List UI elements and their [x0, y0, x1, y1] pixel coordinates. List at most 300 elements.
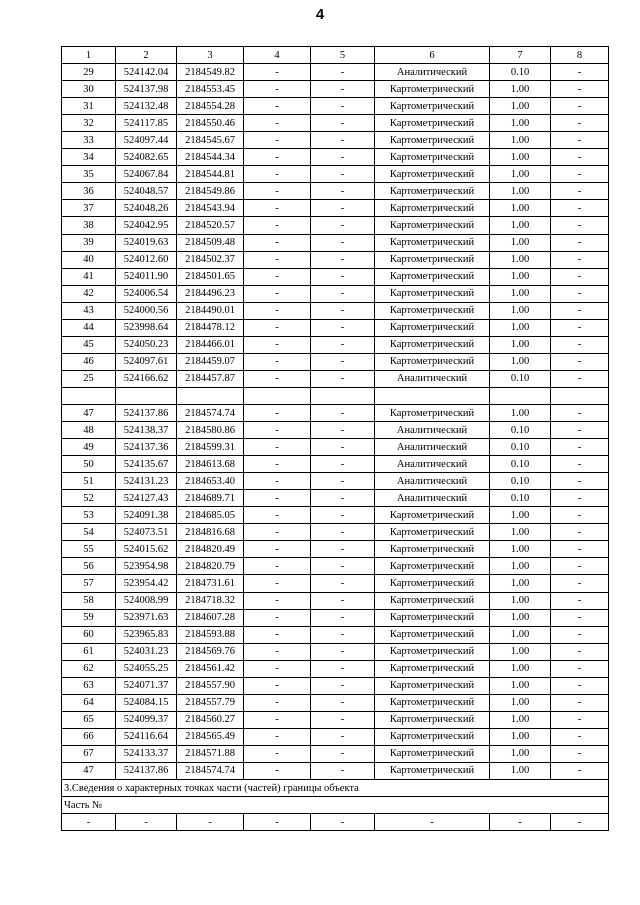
cell-point-number: 34 — [62, 149, 116, 166]
cell-accuracy: 1.00 — [490, 115, 551, 132]
cell-col-5: - — [311, 98, 375, 115]
cell-point-number: 43 — [62, 302, 116, 319]
cell-col-8: - — [551, 251, 609, 268]
cell-coord-y: 2184571.88 — [177, 745, 244, 762]
cell-coord-y: 2184689.71 — [177, 490, 244, 507]
cell-point-number: 65 — [62, 711, 116, 728]
cell-accuracy: 1.00 — [490, 98, 551, 115]
table-row — [62, 626, 609, 643]
cell-coord-y — [177, 387, 244, 404]
cell-coord-x: 524166.62 — [116, 370, 177, 387]
cell-coord-x: 524006.54 — [116, 285, 177, 302]
cell-coord-x: 523965.83 — [116, 626, 177, 643]
cell-col-5: - — [311, 626, 375, 643]
cell-coord-x: 523971.63 — [116, 609, 177, 626]
cell-method: Картометрический — [375, 626, 490, 643]
cell-method: Картометрический — [375, 677, 490, 694]
cell-accuracy: 1.00 — [490, 626, 551, 643]
cell-coord-y: 2184502.37 — [177, 251, 244, 268]
cell-coord-x: 524137.86 — [116, 762, 177, 779]
table-row — [62, 251, 609, 268]
cell-coord-x: 524142.04 — [116, 64, 177, 81]
cell-col-8: - — [551, 166, 609, 183]
cell-coord-y: 2184544.34 — [177, 149, 244, 166]
cell-col-8: - — [551, 473, 609, 490]
cell-method: Картометрический — [375, 166, 490, 183]
cell-method: Картометрический — [375, 302, 490, 319]
cell-accuracy: 1.00 — [490, 132, 551, 149]
cell-coord-x: 524138.37 — [116, 422, 177, 439]
cell-accuracy: 0.10 — [490, 64, 551, 81]
cell-col-8: - — [551, 439, 609, 456]
table-row — [62, 694, 609, 711]
cell-point-number: 49 — [62, 439, 116, 456]
cell-col-5: - — [311, 115, 375, 132]
cell-coord-x: 524137.86 — [116, 404, 177, 421]
cell-coord-x: 524091.38 — [116, 507, 177, 524]
table-row — [62, 404, 609, 421]
cell-col-5: - — [311, 473, 375, 490]
cell-point-number: 67 — [62, 745, 116, 762]
cell-coord-x: 524084.15 — [116, 694, 177, 711]
cell-point-number: 39 — [62, 234, 116, 251]
cell-col-8: - — [551, 762, 609, 779]
cell-coord-x: 524067.84 — [116, 166, 177, 183]
cell-accuracy: 1.00 — [490, 217, 551, 234]
cell-point-number: 37 — [62, 200, 116, 217]
cell-method: Картометрический — [375, 268, 490, 285]
cell-col-4: - — [244, 643, 311, 660]
cell-accuracy: 1.00 — [490, 575, 551, 592]
cell-coord-y: 2184457.87 — [177, 370, 244, 387]
cell-method: Картометрический — [375, 98, 490, 115]
cell-method: Картометрический — [375, 336, 490, 353]
table-row — [62, 575, 609, 592]
table-header-row — [62, 47, 609, 64]
cell-accuracy: 0.10 — [490, 422, 551, 439]
table-row — [62, 422, 609, 439]
cell-point-number: 48 — [62, 422, 116, 439]
cell-method: Аналитический — [375, 370, 490, 387]
table-row — [62, 64, 609, 81]
cell-col-8: - — [551, 507, 609, 524]
cell-method: Картометрический — [375, 541, 490, 558]
cell-col-5: - — [311, 302, 375, 319]
cell-col-4: - — [244, 456, 311, 473]
cell-point-number: 29 — [62, 64, 116, 81]
cell-col-5: - — [311, 422, 375, 439]
cell-accuracy: 0.10 — [490, 490, 551, 507]
cell-accuracy: 1.00 — [490, 234, 551, 251]
cell-method: Картометрический — [375, 592, 490, 609]
cell-point-number: 40 — [62, 251, 116, 268]
cell-col-4: - — [244, 183, 311, 200]
cell-col-5: - — [311, 64, 375, 81]
cell-method: Картометрический — [375, 217, 490, 234]
cell-accuracy: 1.00 — [490, 541, 551, 558]
cell-coord-x: 524048.57 — [116, 183, 177, 200]
cell-col-8: - — [551, 490, 609, 507]
cell-col-4: - — [244, 439, 311, 456]
cell-col-4: - — [244, 626, 311, 643]
cell-col-5: - — [311, 643, 375, 660]
cell-method: Картометрический — [375, 660, 490, 677]
cell-point-number: 41 — [62, 268, 116, 285]
page-number: 4 — [315, 6, 325, 23]
cell-coord-y: 2184557.79 — [177, 694, 244, 711]
cell-method: Картометрический — [375, 575, 490, 592]
cell-point-number: 51 — [62, 473, 116, 490]
cell-coord-y: 2184490.01 — [177, 302, 244, 319]
cell-col-4: - — [244, 132, 311, 149]
cell-method: Картометрический — [375, 711, 490, 728]
table-row — [62, 643, 609, 660]
column-header: 2 — [116, 47, 177, 64]
cell-col-4: - — [244, 302, 311, 319]
cell-point-number: 50 — [62, 456, 116, 473]
cell-method: Картометрический — [375, 149, 490, 166]
cell-method: Картометрический — [375, 507, 490, 524]
cell-coord-x: 523998.64 — [116, 319, 177, 336]
cell-coord-x: 523954.98 — [116, 558, 177, 575]
cell-dash: - — [311, 814, 375, 831]
section-title-row — [62, 780, 609, 797]
cell-col-8: - — [551, 268, 609, 285]
column-header: 4 — [244, 47, 311, 64]
cell-coord-y: 2184478.12 — [177, 319, 244, 336]
cell-col-5: - — [311, 285, 375, 302]
cell-point-number: 35 — [62, 166, 116, 183]
cell-accuracy: 1.00 — [490, 643, 551, 660]
cell-col-8: - — [551, 575, 609, 592]
cell-coord-x: 524097.44 — [116, 132, 177, 149]
cell-coord-y: 2184580.86 — [177, 422, 244, 439]
cell-col-4: - — [244, 81, 311, 98]
table-row — [62, 200, 609, 217]
cell-col-5: - — [311, 183, 375, 200]
cell-col-8: - — [551, 319, 609, 336]
cell-col-8: - — [551, 234, 609, 251]
cell-accuracy: 1.00 — [490, 268, 551, 285]
table-row — [62, 370, 609, 387]
cell-dash: - — [551, 814, 609, 831]
cell-coord-y: 2184613.68 — [177, 456, 244, 473]
cell-col-8: - — [551, 728, 609, 745]
cell-point-number: 45 — [62, 336, 116, 353]
cell-col-5: - — [311, 660, 375, 677]
column-header: 7 — [490, 47, 551, 64]
table-row — [62, 98, 609, 115]
cell-coord-y: 2184549.86 — [177, 183, 244, 200]
table-row — [62, 319, 609, 336]
cell-accuracy: 1.00 — [490, 285, 551, 302]
cell-col-5: - — [311, 251, 375, 268]
cell-coord-y: 2184820.49 — [177, 541, 244, 558]
cell-point-number: 53 — [62, 507, 116, 524]
cell-col-5: - — [311, 81, 375, 98]
cell-col-4: - — [244, 268, 311, 285]
cell-accuracy: 1.00 — [490, 609, 551, 626]
cell-col-5: - — [311, 370, 375, 387]
cell-coord-x: 524012.60 — [116, 251, 177, 268]
cell-col-4: - — [244, 149, 311, 166]
cell-coord-y: 2184557.90 — [177, 677, 244, 694]
cell-point-number: 61 — [62, 643, 116, 660]
cell-coord-x: 524031.23 — [116, 643, 177, 660]
table-row — [62, 524, 609, 541]
cell-col-8: - — [551, 626, 609, 643]
cell-col-4: - — [244, 558, 311, 575]
cell-col-4: - — [244, 592, 311, 609]
cell-point-number: 46 — [62, 353, 116, 370]
cell-method: Картометрический — [375, 115, 490, 132]
cell-col-5: - — [311, 745, 375, 762]
cell-coord-y: 2184466.01 — [177, 336, 244, 353]
boundary-points-table — [61, 46, 609, 831]
table-row — [62, 217, 609, 234]
cell-coord-x: 524000.56 — [116, 302, 177, 319]
cell-point-number: 47 — [62, 762, 116, 779]
cell-coord-y: 2184718.32 — [177, 592, 244, 609]
cell-coord-y: 2184550.46 — [177, 115, 244, 132]
cell-col-8: - — [551, 524, 609, 541]
cell-accuracy: 0.10 — [490, 456, 551, 473]
cell-method: Аналитический — [375, 456, 490, 473]
cell-method: Картометрический — [375, 200, 490, 217]
cell-col-4: - — [244, 711, 311, 728]
cell-col-4: - — [244, 660, 311, 677]
cell-coord-x: 523954.42 — [116, 575, 177, 592]
cell-col-4: - — [244, 336, 311, 353]
cell-col-8: - — [551, 711, 609, 728]
cell-coord-x: 524137.98 — [116, 81, 177, 98]
cell-col-8: - — [551, 336, 609, 353]
cell-coord-y: 2184607.28 — [177, 609, 244, 626]
table-row — [62, 149, 609, 166]
table-row — [62, 541, 609, 558]
cell-col-5: - — [311, 132, 375, 149]
cell-accuracy: 1.00 — [490, 200, 551, 217]
cell-method: Картометрический — [375, 745, 490, 762]
cell-col-4: - — [244, 541, 311, 558]
cell-method: Картометрический — [375, 353, 490, 370]
cell-col-5: - — [311, 234, 375, 251]
cell-col-8: - — [551, 353, 609, 370]
part-number-label: Часть № — [62, 797, 609, 814]
cell-dash: - — [116, 814, 177, 831]
cell-coord-x: 524097.61 — [116, 353, 177, 370]
table-row — [62, 353, 609, 370]
cell-dash: - — [375, 814, 490, 831]
cell-coord-x: 524116.64 — [116, 728, 177, 745]
cell-col-8 — [551, 387, 609, 404]
cell-accuracy: 1.00 — [490, 319, 551, 336]
cell-col-5: - — [311, 558, 375, 575]
cell-col-5: - — [311, 677, 375, 694]
cell-coord-x: 524137.36 — [116, 439, 177, 456]
cell-col-5: - — [311, 166, 375, 183]
table-row — [62, 183, 609, 200]
cell-col-8: - — [551, 404, 609, 421]
cell-col-8: - — [551, 302, 609, 319]
cell-point-number: 64 — [62, 694, 116, 711]
cell-point-number: 44 — [62, 319, 116, 336]
cell-col-4: - — [244, 234, 311, 251]
cell-coord-x: 524135.67 — [116, 456, 177, 473]
cell-point-number: 52 — [62, 490, 116, 507]
cell-accuracy: 1.00 — [490, 353, 551, 370]
cell-col-8: - — [551, 370, 609, 387]
cell-method: Картометрический — [375, 643, 490, 660]
cell-coord-y: 2184565.49 — [177, 728, 244, 745]
cell-coord-y: 2184599.31 — [177, 439, 244, 456]
cell-col-4: - — [244, 677, 311, 694]
table-row — [62, 660, 609, 677]
table-row — [62, 456, 609, 473]
table-row — [62, 387, 609, 404]
cell-col-8: - — [551, 660, 609, 677]
cell-coord-x: 524011.90 — [116, 268, 177, 285]
table-row — [62, 711, 609, 728]
part-label-row — [62, 797, 609, 814]
cell-col-4: - — [244, 404, 311, 421]
cell-accuracy: 1.00 — [490, 336, 551, 353]
cell-col-4 — [244, 387, 311, 404]
cell-coord-x: 524015.62 — [116, 541, 177, 558]
cell-col-4: - — [244, 200, 311, 217]
cell-col-4: - — [244, 166, 311, 183]
cell-dash: - — [244, 814, 311, 831]
cell-col-4: - — [244, 370, 311, 387]
cell-accuracy: 1.00 — [490, 728, 551, 745]
cell-accuracy: 1.00 — [490, 558, 551, 575]
cell-coord-y: 2184816.68 — [177, 524, 244, 541]
cell-coord-x: 524133.37 — [116, 745, 177, 762]
cell-coord-x: 524117.85 — [116, 115, 177, 132]
cell-point-number — [62, 387, 116, 404]
column-header: 8 — [551, 47, 609, 64]
cell-coord-y: 2184520.57 — [177, 217, 244, 234]
cell-coord-y: 2184653.40 — [177, 473, 244, 490]
cell-method: Картометрический — [375, 558, 490, 575]
cell-method: Аналитический — [375, 64, 490, 81]
cell-col-8: - — [551, 558, 609, 575]
cell-col-8: - — [551, 285, 609, 302]
cell-col-4: - — [244, 728, 311, 745]
cell-col-5: - — [311, 507, 375, 524]
table-row — [62, 336, 609, 353]
cell-method: Картометрический — [375, 285, 490, 302]
cell-coord-y: 2184569.76 — [177, 643, 244, 660]
cell-coord-x: 524008.99 — [116, 592, 177, 609]
cell-coord-x: 524132.48 — [116, 98, 177, 115]
cell-point-number: 54 — [62, 524, 116, 541]
cell-col-8: - — [551, 592, 609, 609]
cell-point-number: 55 — [62, 541, 116, 558]
cell-col-4: - — [244, 524, 311, 541]
cell-coord-y: 2184574.74 — [177, 404, 244, 421]
cell-col-5: - — [311, 762, 375, 779]
cell-col-5: - — [311, 728, 375, 745]
cell-col-4: - — [244, 353, 311, 370]
cell-accuracy: 0.10 — [490, 370, 551, 387]
table-row — [62, 609, 609, 626]
cell-accuracy — [490, 387, 551, 404]
cell-method: Картометрический — [375, 694, 490, 711]
cell-point-number: 56 — [62, 558, 116, 575]
cell-col-5: - — [311, 490, 375, 507]
cell-col-5: - — [311, 268, 375, 285]
table-row — [62, 234, 609, 251]
column-header: 3 — [177, 47, 244, 64]
cell-accuracy: 1.00 — [490, 251, 551, 268]
cell-accuracy: 1.00 — [490, 166, 551, 183]
cell-col-4: - — [244, 507, 311, 524]
cell-coord-x — [116, 387, 177, 404]
cell-col-4: - — [244, 422, 311, 439]
cell-col-5 — [311, 387, 375, 404]
table-row — [62, 814, 609, 831]
cell-col-4: - — [244, 575, 311, 592]
cell-col-8: - — [551, 217, 609, 234]
cell-accuracy: 1.00 — [490, 81, 551, 98]
table-row — [62, 592, 609, 609]
cell-point-number: 33 — [62, 132, 116, 149]
cell-col-5: - — [311, 217, 375, 234]
cell-col-5: - — [311, 200, 375, 217]
cell-point-number: 66 — [62, 728, 116, 745]
cell-accuracy: 1.00 — [490, 660, 551, 677]
table-row — [62, 490, 609, 507]
table-row — [62, 745, 609, 762]
cell-coord-y: 2184501.65 — [177, 268, 244, 285]
cell-method: Картометрический — [375, 609, 490, 626]
cell-accuracy: 1.00 — [490, 183, 551, 200]
cell-method: Картометрический — [375, 404, 490, 421]
table-row — [62, 268, 609, 285]
cell-col-8: - — [551, 64, 609, 81]
column-header: 5 — [311, 47, 375, 64]
cell-col-8: - — [551, 200, 609, 217]
cell-coord-y: 2184509.48 — [177, 234, 244, 251]
cell-coord-y: 2184560.27 — [177, 711, 244, 728]
cell-coord-x: 524082.65 — [116, 149, 177, 166]
cell-col-8: - — [551, 745, 609, 762]
cell-col-5: - — [311, 609, 375, 626]
cell-coord-y: 2184545.67 — [177, 132, 244, 149]
cell-point-number: 60 — [62, 626, 116, 643]
cell-method: Картометрический — [375, 81, 490, 98]
cell-point-number: 25 — [62, 370, 116, 387]
table-row — [62, 728, 609, 745]
cell-col-8: - — [551, 677, 609, 694]
cell-coord-y: 2184731.61 — [177, 575, 244, 592]
cell-accuracy: 1.00 — [490, 745, 551, 762]
cell-coord-y: 2184544.81 — [177, 166, 244, 183]
cell-col-5: - — [311, 456, 375, 473]
cell-col-4: - — [244, 609, 311, 626]
cell-col-5: - — [311, 694, 375, 711]
cell-col-5: - — [311, 353, 375, 370]
cell-point-number: 57 — [62, 575, 116, 592]
cell-col-5: - — [311, 149, 375, 166]
cell-col-4: - — [244, 490, 311, 507]
cell-point-number: 58 — [62, 592, 116, 609]
cell-coord-x: 524127.43 — [116, 490, 177, 507]
cell-method: Картометрический — [375, 183, 490, 200]
cell-accuracy: 1.00 — [490, 149, 551, 166]
cell-point-number: 32 — [62, 115, 116, 132]
